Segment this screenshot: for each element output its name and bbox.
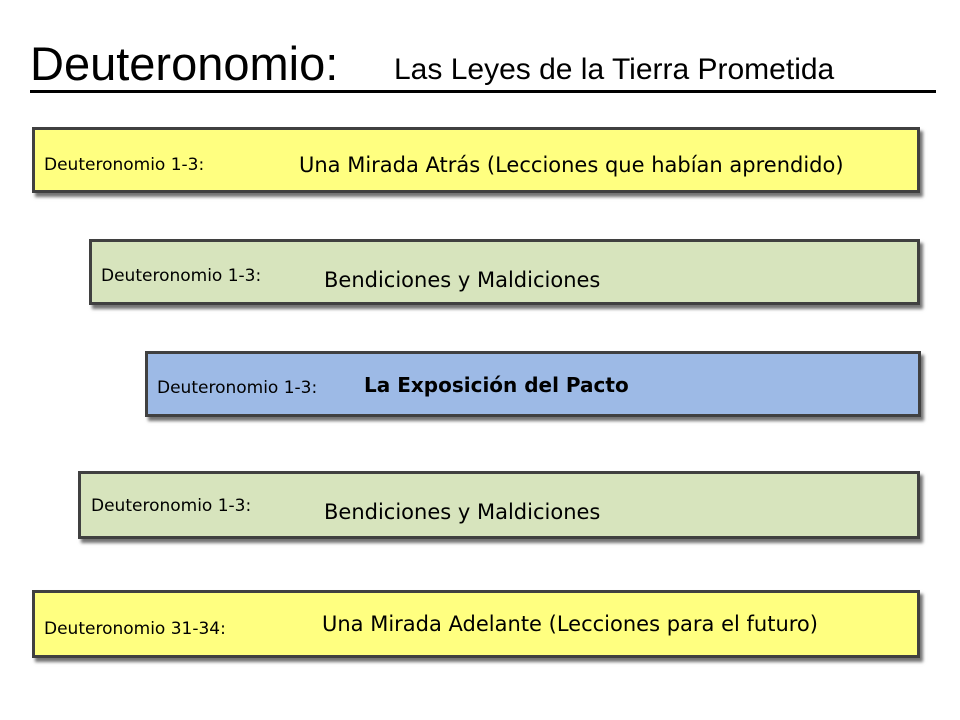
section-box-2 [89,239,920,305]
section-description: La Exposición del Pacto [364,373,629,397]
section-description: Bendiciones y Maldiciones [324,268,601,292]
section-box-4 [78,471,920,539]
section-box-1 [32,127,920,193]
section-reference: Deuteronomio 1-3: [91,496,252,516]
section-description: Una Mirada Atrás (Lecciones que habían aprendido) [299,153,844,177]
section-reference: Deuteronomio 1-3: [101,266,262,286]
page-title [30,30,936,94]
section-reference: Deuteronomio 31-34: [44,619,226,639]
section-description: Bendiciones y Maldiciones [324,500,601,524]
section-reference: Deuteronomio 1-3: [157,378,318,398]
section-box-5 [32,590,920,658]
title-subtitle: Las Leyes de la Tierra Prometida [394,53,835,86]
title-main: Deuteronomio: [30,37,339,90]
section-box-3 [145,351,921,417]
section-reference: Deuteronomio 1-3: [44,155,205,175]
section-description: Una Mirada Adelante (Lecciones para el futuro) [322,612,818,636]
title-underline [30,90,936,93]
